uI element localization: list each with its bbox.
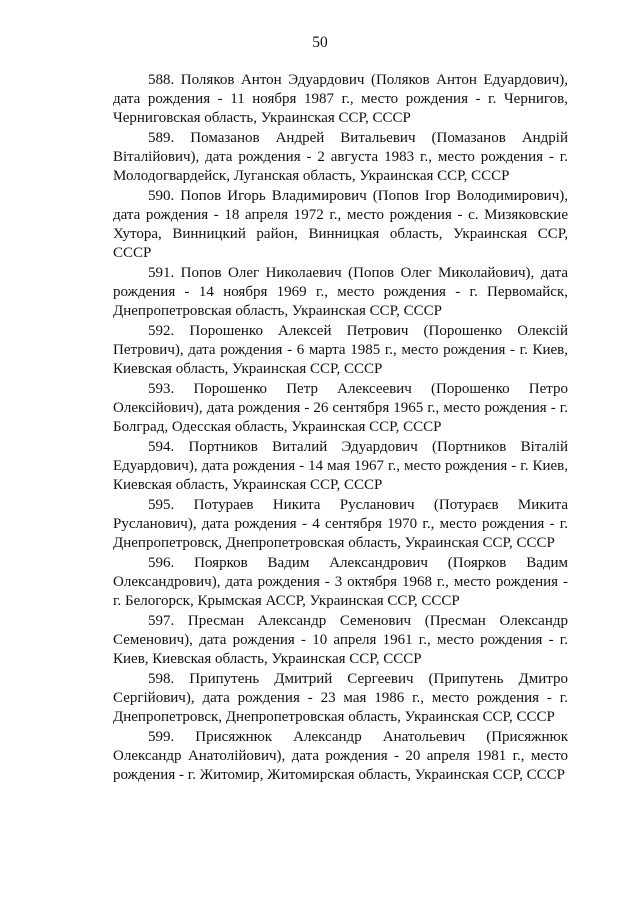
list-item <box>113 264 568 321</box>
entry-text: Поляков Антон Эдуардович (Поляков Антон Едуардович), дата рождения - 11 ноября 1987 г., место рождения - г. Чернигов, Черниговская область, Украинская ССР, СССР <box>113 72 569 126</box>
entry-number: 590. <box>148 188 175 204</box>
entry-text: Помазанов Андрей Витальевич (Помазанов Андрій Віталійович), дата рождения - 2 августа 1983 г., место рождения - г. Молодогвардейск, Луганская область, Украинская ССР, СССР <box>113 130 568 184</box>
entry-text: Порошенко Петр Алексеевич (Порошенко Петро Олексійович), дата рождения - 26 сентября 1965 г., место рождения - г. Болград, Одесская область, Украинская ССР, СССР <box>113 381 569 435</box>
entry-number: 592. <box>148 323 175 339</box>
list-item <box>113 670 568 727</box>
list-item <box>113 129 568 186</box>
list-item <box>113 728 568 785</box>
entry-number: 598. <box>148 671 175 687</box>
entry-number: 591. <box>148 265 175 281</box>
entry-text: Пресман Александр Семенович (Пресман Олександр Семенович), дата рождения - 10 апреля 1961 г., место рождения - г. Киев, Киевская область, Украинская ССР, СССР <box>113 613 568 667</box>
list-item <box>113 380 568 437</box>
list-item <box>113 322 568 379</box>
list-item <box>113 612 568 669</box>
entry-text: Портников Виталий Эдуардович (Портников Віталій Едуардович), дата рождения - 14 мая 1967 г., место рождения - г. Киев, Киевская область, Украинская ССР, СССР <box>113 439 569 493</box>
entry-number: 588. <box>148 72 175 88</box>
entry-text: Порошенко Алексей Петрович (Порошенко Олексій Петрович), дата рождения - 6 марта 1985 г., место рождения - г. Киев, Киевская область, Украинская ССР, СССР <box>113 323 568 377</box>
entry-list <box>113 71 568 786</box>
entry-text: Попов Игорь Владимирович (Попов Ігор Володимирович), дата рождения - 18 апреля 1972 г., место рождения - с. Мизяковские Хутора, Винницкий район, Винницкая область, Украинская ССР, СССР <box>113 188 569 261</box>
list-item <box>113 554 568 611</box>
entry-number: 593. <box>148 381 175 397</box>
list-item <box>113 438 568 495</box>
list-item <box>113 496 568 553</box>
entry-text: Присяжнюк Александр Анатольевич (Присяжнюк Олександр Анатолійович), дата рождения - 20 апреля 1981 г., место рождения - г. Житомир, Житомирская область, Украинская ССР, СССР <box>113 729 568 783</box>
entry-text: Припутень Дмитрий Сергеевич (Припутень Дмитро Сергійович), дата рождения - 23 мая 1986 г., место рождения - г. Днепропетровск, Днепропетровская область, Украинская ССР, СССР <box>113 671 568 725</box>
list-item <box>113 71 568 128</box>
entry-number: 589. <box>148 130 175 146</box>
entry-text: Поярков Вадим Александрович (Поярков Вадим Олександрович), дата рождения - 3 октября 1968 г., место рождения - г. Белогорск, Крымская АССР, Украинская ССР, СССР <box>113 555 569 609</box>
entry-number: 597. <box>148 613 175 629</box>
entry-number: 595. <box>148 497 175 513</box>
entry-number: 594. <box>148 439 175 455</box>
entry-number: 599. <box>148 729 175 745</box>
entry-text: Попов Олег Николаевич (Попов Олег Миколайович), дата рождения - 14 ноября 1969 г., место рождения - г. Первомайск, Днепропетровская область, Украинская ССР, СССР <box>113 265 569 319</box>
page-number: 50 <box>312 34 328 51</box>
list-item <box>113 187 568 263</box>
entry-number: 596. <box>148 555 175 571</box>
entry-text: Потураев Никита Русланович (Потураєв Микита Русланович), дата рождения - 4 сентября 1970 г., место рождения - г. Днепропетровск, Днепропетровская область, Украинская ССР, СССР <box>113 497 568 551</box>
